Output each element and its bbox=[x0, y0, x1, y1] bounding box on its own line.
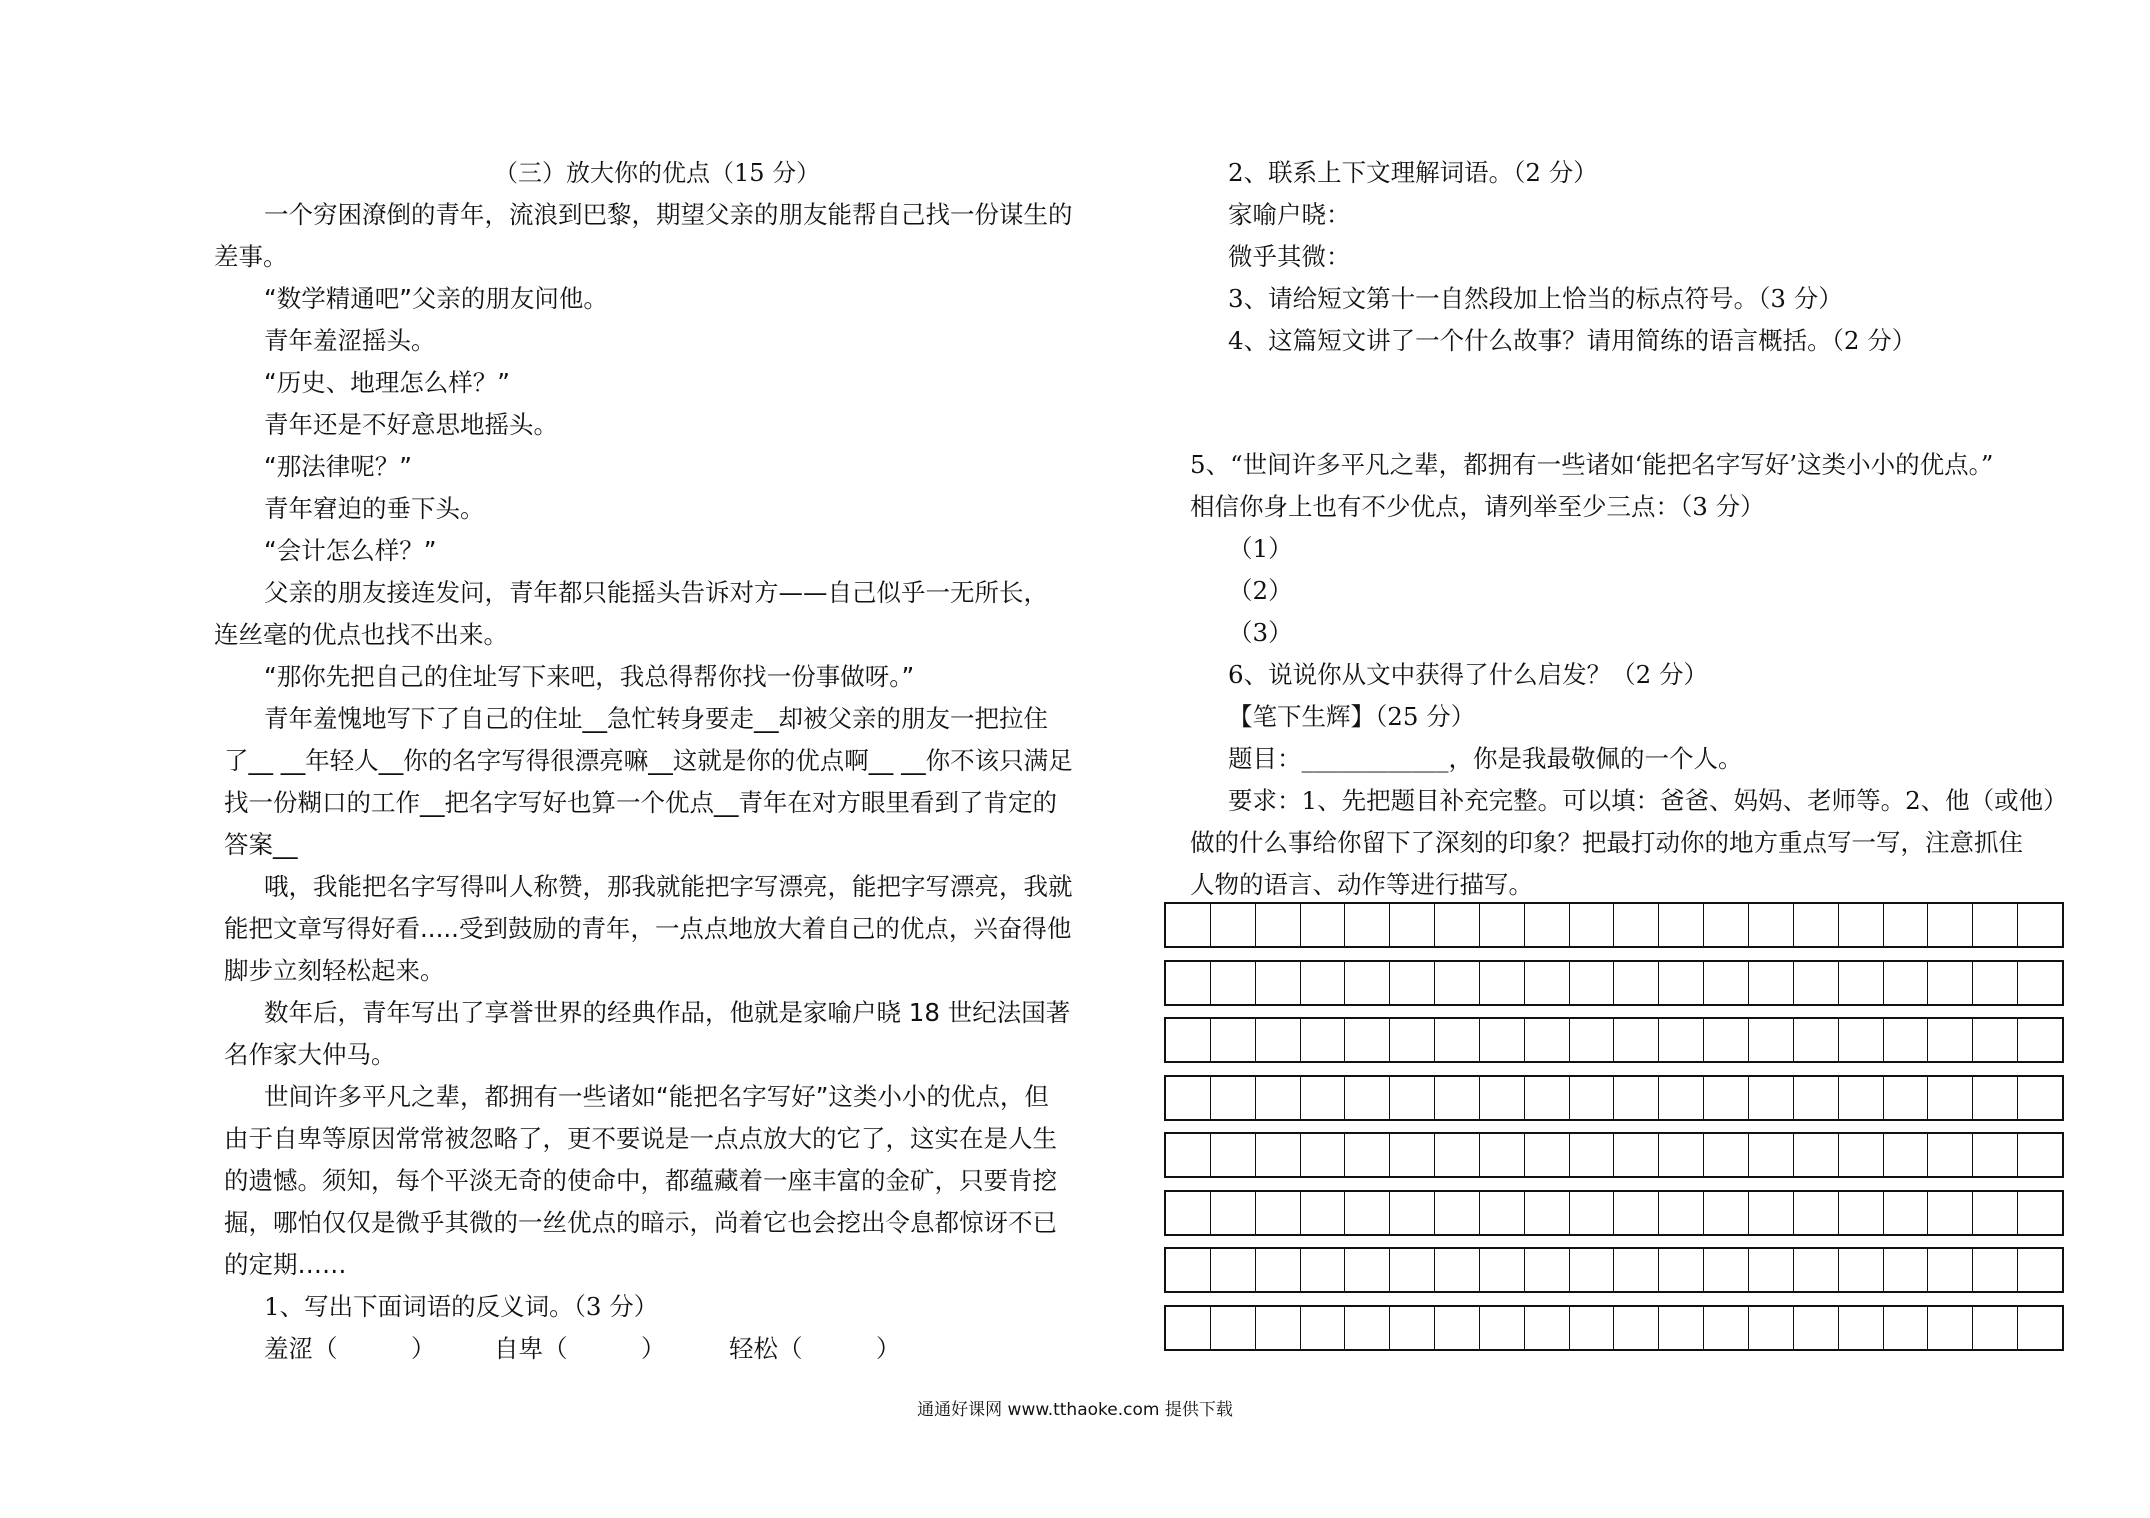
grid-cell bbox=[1211, 904, 1256, 946]
story-line: 的定期…… bbox=[224, 1250, 347, 1279]
grid-cell bbox=[1525, 1134, 1570, 1176]
grid-cell bbox=[1614, 904, 1659, 946]
story-line: “数学精通吧”父亲的朋友问他。 bbox=[264, 284, 608, 313]
grid-cell bbox=[1794, 904, 1839, 946]
grid-cell bbox=[2018, 1134, 2062, 1176]
answer-slot: （3） bbox=[1228, 618, 1293, 647]
antonym-item: 轻松（ ） bbox=[729, 1334, 901, 1363]
grid-cell bbox=[1839, 1019, 1884, 1061]
story-line: 青年羞愧地写下了自己的住址__急忙转身要走__却被父亲的朋友一把拉住 bbox=[264, 704, 1048, 733]
grid-cell bbox=[1345, 1077, 1390, 1119]
grid-cell bbox=[1884, 1134, 1929, 1176]
grid-cell bbox=[1928, 962, 1973, 1004]
grid-cell bbox=[1614, 1077, 1659, 1119]
grid-cell bbox=[1480, 1019, 1525, 1061]
grid-row bbox=[1164, 1190, 2064, 1236]
grid-cell bbox=[1345, 1249, 1390, 1291]
grid-cell bbox=[1435, 1307, 1480, 1349]
footer-source: 通通好课网 www.tthaoke.com 提供下载 bbox=[917, 1400, 1233, 1420]
grid-cell bbox=[1435, 1019, 1480, 1061]
story-line: 差事。 bbox=[214, 242, 288, 271]
grid-row bbox=[1164, 1017, 2064, 1063]
grid-cell bbox=[1659, 1249, 1704, 1291]
grid-cell bbox=[1884, 962, 1929, 1004]
grid-cell bbox=[1435, 1077, 1480, 1119]
grid-cell bbox=[1345, 1192, 1390, 1234]
grid-cell bbox=[1794, 1134, 1839, 1176]
grid-cell bbox=[1211, 1134, 1256, 1176]
grid-cell bbox=[2018, 1019, 2062, 1061]
question-1: 1、写出下面词语的反义词。（3 分） bbox=[264, 1292, 659, 1321]
question-6: 6、说说你从文中获得了什么启发？（2 分） bbox=[1228, 660, 1708, 689]
grid-cell bbox=[1839, 962, 1884, 1004]
grid-cell bbox=[1659, 1134, 1704, 1176]
grid-cell bbox=[1480, 1249, 1525, 1291]
grid-cell bbox=[1525, 1019, 1570, 1061]
grid-cell bbox=[1749, 904, 1794, 946]
grid-cell bbox=[1794, 1019, 1839, 1061]
story-line: 父亲的朋友接连发问，青年都只能摇头告诉对方——自己似乎一无所长， bbox=[264, 578, 1048, 607]
grid-cell bbox=[2018, 1307, 2062, 1349]
grid-cell bbox=[1749, 1249, 1794, 1291]
grid-cell bbox=[1435, 1249, 1480, 1291]
grid-cell bbox=[1884, 1249, 1929, 1291]
grid-cell bbox=[1211, 1307, 1256, 1349]
grid-cell bbox=[1704, 1249, 1749, 1291]
grid-row bbox=[1164, 902, 2064, 948]
grid-cell bbox=[1166, 1307, 1211, 1349]
grid-cell bbox=[1166, 1134, 1211, 1176]
grid-cell bbox=[1928, 1077, 1973, 1119]
grid-cell bbox=[1525, 962, 1570, 1004]
story-line: “那法律呢？” bbox=[264, 452, 412, 481]
question-2: 2、联系上下文理解词语。（2 分） bbox=[1228, 158, 1598, 187]
grid-cell bbox=[1884, 1192, 1929, 1234]
grid-cell bbox=[1659, 1307, 1704, 1349]
story-line: 一个穷困潦倒的青年，流浪到巴黎，期望父亲的朋友能帮自己找一份谋生的 bbox=[264, 200, 1073, 229]
grid-cell bbox=[1570, 1307, 1615, 1349]
grid-cell bbox=[1301, 1307, 1346, 1349]
grid-cell bbox=[1973, 1307, 2018, 1349]
grid-cell bbox=[1704, 904, 1749, 946]
grid-cell bbox=[1166, 1192, 1211, 1234]
story-line: 青年羞涩摇头。 bbox=[264, 326, 436, 355]
grid-cell bbox=[1749, 1077, 1794, 1119]
story-line: 数年后，青年写出了享誉世界的经典作品，他就是家喻户晓 18 世纪法国著 bbox=[264, 998, 1071, 1027]
grid-cell bbox=[1839, 1192, 1884, 1234]
grid-cell bbox=[1480, 1077, 1525, 1119]
grid-cell bbox=[1435, 1134, 1480, 1176]
grid-cell bbox=[1659, 1077, 1704, 1119]
grid-cell bbox=[1704, 962, 1749, 1004]
grid-cell bbox=[1390, 962, 1435, 1004]
grid-row bbox=[1164, 1132, 2064, 1178]
grid-cell bbox=[1749, 1192, 1794, 1234]
grid-cell bbox=[1570, 1249, 1615, 1291]
phrase-item: 微乎其微： bbox=[1228, 242, 1351, 271]
grid-cell bbox=[1973, 904, 2018, 946]
grid-cell bbox=[1839, 1307, 1884, 1349]
phrase-item: 家喻户晓： bbox=[1228, 200, 1351, 229]
grid-cell bbox=[1570, 1019, 1615, 1061]
grid-cell bbox=[1256, 1307, 1301, 1349]
grid-cell bbox=[1435, 1192, 1480, 1234]
grid-cell bbox=[1928, 904, 1973, 946]
antonym-item: 羞涩（ ） bbox=[264, 1334, 436, 1363]
grid-cell bbox=[1166, 1019, 1211, 1061]
grid-cell bbox=[1435, 962, 1480, 1004]
grid-cell bbox=[1301, 1249, 1346, 1291]
story-line: 哦，我能把名字写得叫人称赞，那我就能把字写漂亮，能把字写漂亮，我就 bbox=[264, 872, 1073, 901]
grid-cell bbox=[1928, 1249, 1973, 1291]
grid-cell bbox=[1256, 1134, 1301, 1176]
antonym-item: 自卑（ ） bbox=[494, 1334, 666, 1363]
grid-cell bbox=[2018, 1077, 2062, 1119]
story-line: 脚步立刻轻松起来。 bbox=[224, 956, 445, 985]
grid-cell bbox=[1928, 1019, 1973, 1061]
story-line: 世间许多平凡之辈，都拥有一些诸如“能把名字写好”这类小小的优点，但 bbox=[264, 1082, 1049, 1111]
grid-cell bbox=[1884, 1019, 1929, 1061]
grid-cell bbox=[1973, 1134, 2018, 1176]
grid-cell bbox=[1256, 1249, 1301, 1291]
grid-cell bbox=[1570, 1077, 1615, 1119]
grid-cell bbox=[1345, 1019, 1390, 1061]
grid-cell bbox=[1614, 1134, 1659, 1176]
grid-cell bbox=[2018, 904, 2062, 946]
grid-cell bbox=[1704, 1192, 1749, 1234]
grid-cell bbox=[1570, 1134, 1615, 1176]
grid-cell bbox=[1749, 1307, 1794, 1349]
grid-cell bbox=[1390, 1307, 1435, 1349]
grid-cell bbox=[1480, 1134, 1525, 1176]
grid-cell bbox=[1166, 904, 1211, 946]
grid-cell bbox=[1390, 1077, 1435, 1119]
grid-row bbox=[1164, 1305, 2064, 1351]
grid-cell bbox=[1704, 1134, 1749, 1176]
grid-row bbox=[1164, 960, 2064, 1006]
grid-cell bbox=[1301, 1192, 1346, 1234]
grid-cell bbox=[1345, 1134, 1390, 1176]
section-heading: （三）放大你的优点（15 分） bbox=[494, 159, 821, 187]
grid-cell bbox=[2018, 962, 2062, 1004]
grid-cell bbox=[1704, 1077, 1749, 1119]
grid-cell bbox=[1390, 1134, 1435, 1176]
grid-cell bbox=[1884, 1077, 1929, 1119]
story-line: 找一份糊口的工作__把名字写好也算一个优点__青年在对方眼里看到了肯定的 bbox=[224, 788, 1057, 817]
grid-cell bbox=[1480, 962, 1525, 1004]
story-line: 能把文章写得好看.....受到鼓励的青年，一点点地放大着自己的优点，兴奋得他 bbox=[224, 914, 1072, 943]
grid-cell bbox=[1928, 1134, 1973, 1176]
grid-cell bbox=[1256, 1077, 1301, 1119]
grid-cell bbox=[1525, 1307, 1570, 1349]
grid-cell bbox=[1884, 1307, 1929, 1349]
grid-cell bbox=[1525, 1249, 1570, 1291]
grid-cell bbox=[1614, 1307, 1659, 1349]
story-line: 掘，哪怕仅仅是微乎其微的一丝优点的暗示，尚着它也会挖出令息都惊讶不已 bbox=[224, 1208, 1057, 1237]
grid-cell bbox=[1749, 1134, 1794, 1176]
grid-cell bbox=[1659, 962, 1704, 1004]
grid-cell bbox=[1256, 1019, 1301, 1061]
grid-cell bbox=[1525, 904, 1570, 946]
grid-cell bbox=[1345, 962, 1390, 1004]
story-line: 名作家大仲马。 bbox=[224, 1040, 396, 1069]
answer-slot: （1） bbox=[1228, 534, 1293, 563]
grid-cell bbox=[1211, 1192, 1256, 1234]
requirement-line: 人物的语言、动作等进行描写。 bbox=[1190, 870, 1533, 899]
grid-cell bbox=[1973, 1192, 2018, 1234]
grid-cell bbox=[1839, 1249, 1884, 1291]
grid-cell bbox=[1390, 1019, 1435, 1061]
grid-cell bbox=[1570, 1192, 1615, 1234]
story-line: 了__ __年轻人__你的名字写得很漂亮嘛__这就是你的优点啊__ __你不该只满足 bbox=[224, 746, 1073, 775]
question-4: 4、这篇短文讲了一个什么故事？请用简练的语言概括。（2 分） bbox=[1228, 326, 1917, 355]
grid-cell bbox=[1794, 1249, 1839, 1291]
grid-cell bbox=[1659, 1019, 1704, 1061]
grid-cell bbox=[1211, 1077, 1256, 1119]
grid-cell bbox=[1884, 904, 1929, 946]
question-3: 3、请给短文第十一自然段加上恰当的标点符号。（3 分） bbox=[1228, 284, 1843, 313]
writing-section-title: 【笔下生辉】（25 分） bbox=[1228, 702, 1476, 731]
story-line: 连丝毫的优点也找不出来。 bbox=[214, 620, 508, 649]
grid-cell bbox=[1390, 1192, 1435, 1234]
grid-cell bbox=[1480, 904, 1525, 946]
grid-cell bbox=[1211, 962, 1256, 1004]
grid-cell bbox=[2018, 1249, 2062, 1291]
question-5-cont: 相信你身上也有不少优点，请列举至少三点：（3 分） bbox=[1190, 492, 1765, 521]
grid-cell bbox=[1345, 904, 1390, 946]
grid-cell bbox=[2018, 1192, 2062, 1234]
grid-cell bbox=[1570, 962, 1615, 1004]
grid-cell bbox=[1839, 904, 1884, 946]
grid-cell bbox=[1166, 1249, 1211, 1291]
grid-cell bbox=[1301, 962, 1346, 1004]
grid-cell bbox=[1525, 1077, 1570, 1119]
grid-cell bbox=[1928, 1192, 1973, 1234]
grid-cell bbox=[1794, 1192, 1839, 1234]
grid-cell bbox=[1256, 962, 1301, 1004]
story-line: 答案__ bbox=[224, 830, 298, 859]
requirement-line: 要求：1、先把题目补充完整。可以填：爸爸、妈妈、老师等。2、他（或他） bbox=[1228, 786, 2068, 815]
grid-cell bbox=[1480, 1192, 1525, 1234]
story-line: 由于自卑等原因常常被忽略了，更不要说是一点点放大的它了，这实在是人生 bbox=[224, 1124, 1057, 1153]
grid-cell bbox=[1749, 1019, 1794, 1061]
grid-cell bbox=[1166, 962, 1211, 1004]
grid-cell bbox=[1301, 1077, 1346, 1119]
grid-cell bbox=[1211, 1249, 1256, 1291]
story-line: “会计怎么样？” bbox=[264, 536, 437, 565]
grid-cell bbox=[1480, 1307, 1525, 1349]
grid-cell bbox=[1301, 1019, 1346, 1061]
grid-cell bbox=[1614, 1019, 1659, 1061]
grid-cell bbox=[1928, 1307, 1973, 1349]
story-line: “历史、地理怎么样？” bbox=[264, 368, 510, 397]
grid-cell bbox=[1390, 1249, 1435, 1291]
grid-cell bbox=[1794, 962, 1839, 1004]
grid-cell bbox=[1704, 1019, 1749, 1061]
grid-cell bbox=[1704, 1307, 1749, 1349]
grid-cell bbox=[1256, 1192, 1301, 1234]
grid-cell bbox=[1973, 1249, 2018, 1291]
grid-cell bbox=[1973, 962, 2018, 1004]
story-line: “那你先把自己的住址写下来吧，我总得帮你找一份事做呀。” bbox=[264, 662, 915, 691]
grid-cell bbox=[1301, 1134, 1346, 1176]
grid-cell bbox=[1659, 1192, 1704, 1234]
grid-cell bbox=[1570, 904, 1615, 946]
requirement-line: 做的什么事给你留下了深刻的印象？把最打动你的地方重点写一写，注意抓住 bbox=[1190, 828, 2023, 857]
grid-cell bbox=[1614, 962, 1659, 1004]
grid-cell bbox=[1794, 1307, 1839, 1349]
grid-cell bbox=[1659, 904, 1704, 946]
grid-cell bbox=[1390, 904, 1435, 946]
story-line: 青年窘迫的垂下头。 bbox=[264, 494, 485, 523]
grid-cell bbox=[1525, 1192, 1570, 1234]
story-line: 的遗憾。须知，每个平淡无奇的使命中，都蕴藏着一座丰富的金矿，只要肯挖 bbox=[224, 1166, 1057, 1195]
story-line: 青年还是不好意思地摇头。 bbox=[264, 410, 558, 439]
grid-cell bbox=[1256, 904, 1301, 946]
grid-cell bbox=[1973, 1019, 2018, 1061]
grid-cell bbox=[1211, 1019, 1256, 1061]
grid-cell bbox=[1435, 904, 1480, 946]
grid-cell bbox=[1749, 962, 1794, 1004]
grid-cell bbox=[1973, 1077, 2018, 1119]
grid-cell bbox=[1301, 904, 1346, 946]
writing-topic: 题目：____________，你是我最敬佩的一个人。 bbox=[1228, 744, 1743, 773]
grid-cell bbox=[1166, 1077, 1211, 1119]
grid-cell bbox=[1614, 1192, 1659, 1234]
grid-cell bbox=[1345, 1307, 1390, 1349]
grid-row bbox=[1164, 1075, 2064, 1121]
grid-cell bbox=[1794, 1077, 1839, 1119]
grid-cell bbox=[1839, 1077, 1884, 1119]
grid-row bbox=[1164, 1247, 2064, 1293]
grid-cell bbox=[1614, 1249, 1659, 1291]
grid-cell bbox=[1839, 1134, 1884, 1176]
answer-slot: （2） bbox=[1228, 576, 1293, 605]
question-5: 5、“世间许多平凡之辈，都拥有一些诸如‘能把名字写好’这类小小的优点。” bbox=[1190, 450, 1994, 479]
